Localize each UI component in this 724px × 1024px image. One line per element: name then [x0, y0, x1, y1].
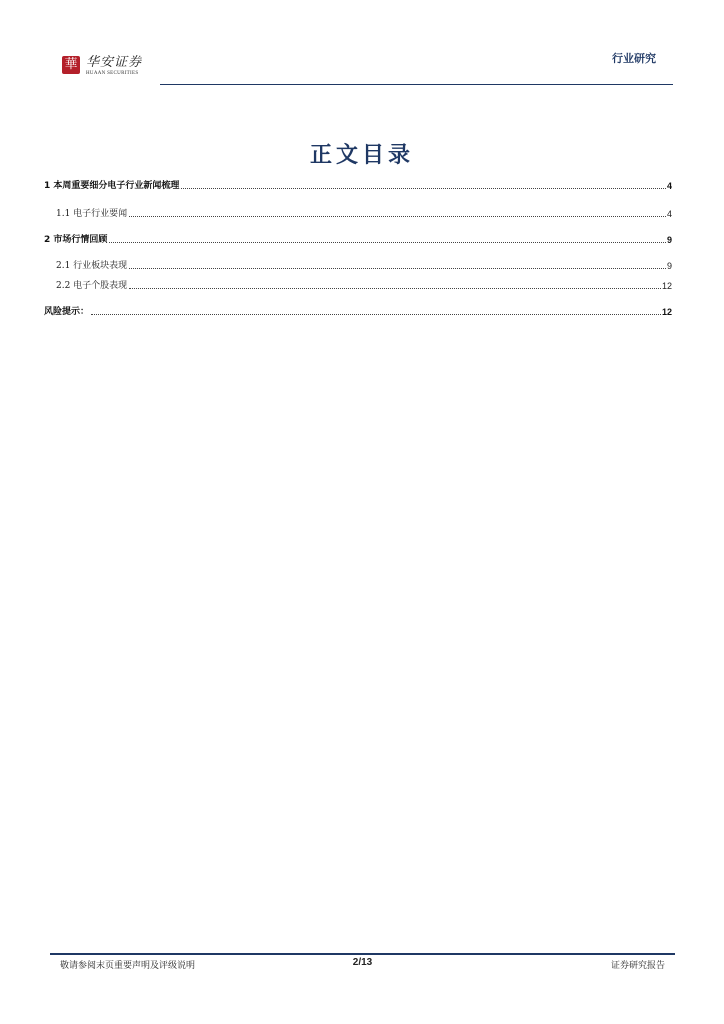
toc-entry[interactable] [44, 234, 672, 246]
toc-entry[interactable] [44, 306, 672, 318]
page-footer [60, 958, 665, 972]
toc-entry-page: 12 [661, 307, 672, 317]
toc-entry[interactable] [44, 180, 672, 192]
section-label: 行业研究 [612, 52, 656, 65]
toc-entry[interactable] [44, 280, 672, 292]
toc-entry[interactable] [44, 208, 672, 220]
toc-entry-label: 1 本周重要细分电子行业新闻梳理 [44, 181, 180, 191]
footer-doc-type: 证券研究报告 [610, 961, 665, 971]
page-header [0, 0, 724, 90]
toc-entry[interactable] [44, 260, 672, 272]
page-number: 2/13 [352, 957, 373, 968]
footer-disclaimer: 敬请参阅末页重要声明及评级说明 [60, 961, 196, 971]
header-divider [160, 84, 673, 85]
logo-seal-icon: 華 [62, 56, 80, 74]
toc-leader-dots [91, 314, 661, 315]
logo-name-en: HUAAN SECURITIES [86, 71, 139, 76]
toc-entry-label: 2.2 电子个股表现 [56, 281, 128, 291]
toc-entry-page: 12 [661, 281, 672, 291]
company-logo [62, 56, 142, 76]
toc-title: 正文目录 [309, 142, 414, 168]
toc-entry-label: 风险提示： [44, 307, 90, 317]
toc-entry-label: 2.1 行业板块表现 [56, 261, 128, 271]
footer-divider [50, 953, 675, 955]
toc-leader-dots [181, 188, 666, 189]
toc-leader-dots [109, 242, 666, 243]
toc-entry-page: 9 [666, 235, 672, 245]
toc-entry-label: 1.1 电子行业要闻 [56, 209, 128, 219]
toc-leader-dots [129, 268, 666, 269]
toc-entry-page: 4 [666, 209, 672, 219]
toc-leader-dots [129, 288, 661, 289]
toc-entry-page: 9 [666, 261, 672, 271]
logo-name-cn: 华安证券 [86, 55, 143, 70]
toc-entry-label: 2 市场行情回顾 [44, 235, 108, 245]
toc-leader-dots [129, 216, 666, 217]
toc-entry-page: 4 [666, 181, 672, 191]
